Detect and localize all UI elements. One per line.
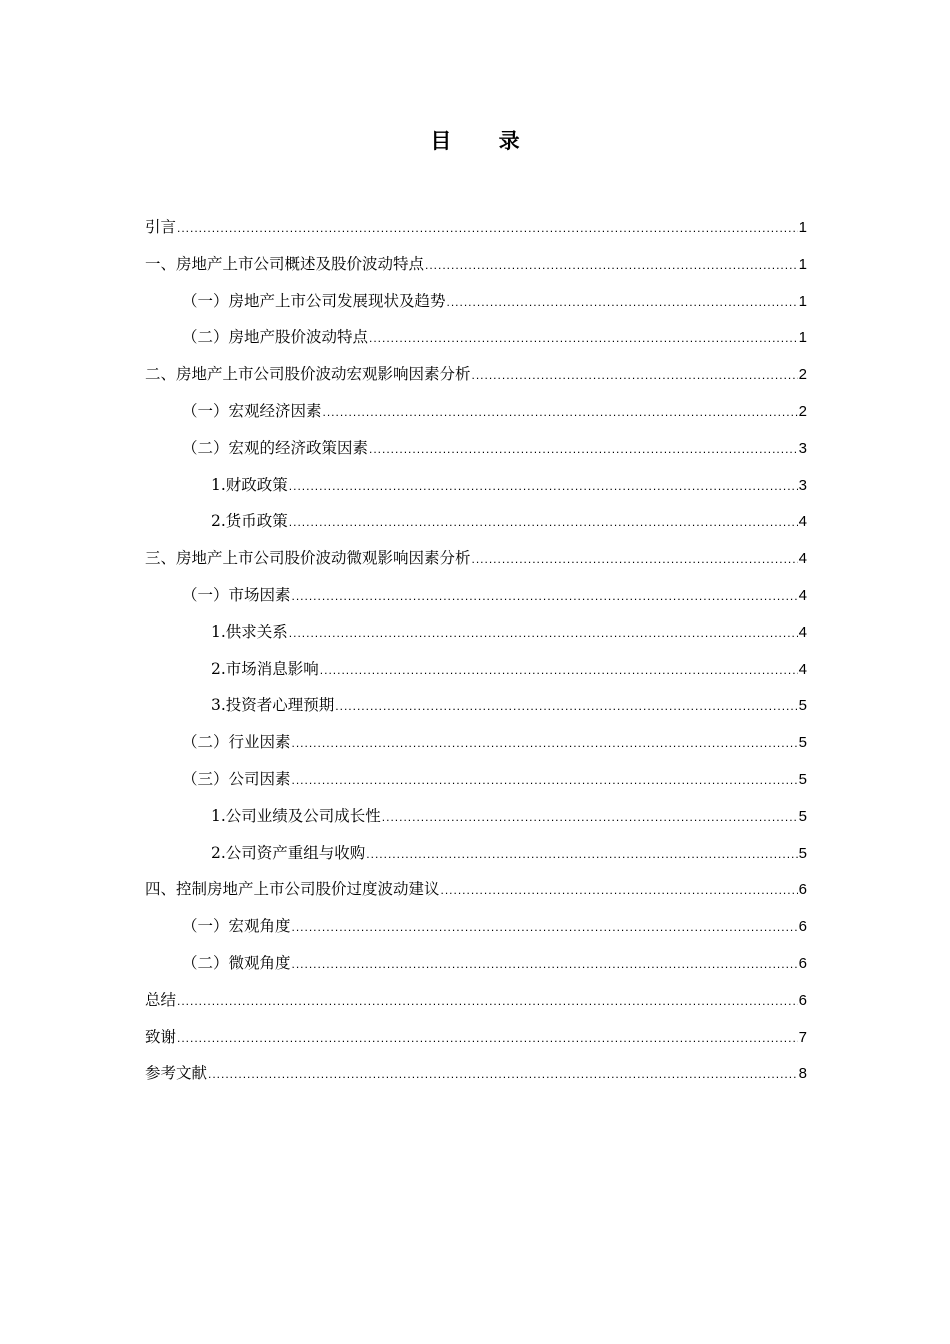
toc-entry-label: 1.公司业绩及公司成长性 <box>211 806 381 825</box>
dot-leader <box>366 838 797 870</box>
dot-leader <box>447 286 798 318</box>
toc-entry-page-number: 2 <box>798 402 807 420</box>
toc-entry-label: 1.财政政策 <box>211 475 288 494</box>
toc-entry-page-number: 6 <box>798 954 807 972</box>
dot-leader <box>292 764 798 796</box>
toc-entry-label: 3.投资者心理预期 <box>211 696 335 715</box>
toc-entry[interactable] <box>145 395 807 432</box>
toc-list <box>145 211 807 1094</box>
toc-entry[interactable] <box>145 1021 807 1058</box>
dot-leader <box>289 617 798 649</box>
toc-entry[interactable] <box>145 505 807 542</box>
toc-title: 目 录 <box>430 128 540 153</box>
toc-entry-label: 1.供求关系 <box>211 622 288 641</box>
toc-entry-label: （二）宏观的经济政策因素 <box>182 438 369 457</box>
toc-entry-label: 一、房地产上市公司概述及股价波动特点 <box>145 254 425 273</box>
toc-entry-page-number: 3 <box>798 476 807 494</box>
dot-leader <box>472 359 798 391</box>
dot-leader <box>292 580 798 612</box>
dot-leader <box>208 1058 798 1090</box>
toc-entry[interactable] <box>145 726 807 763</box>
toc-entry-label: 2.市场消息影响 <box>211 659 319 678</box>
toc-entry[interactable] <box>145 910 807 947</box>
toc-entry-page-number: 3 <box>798 439 807 457</box>
toc-entry-page-number: 1 <box>798 219 807 236</box>
toc-entry-label: （一）房地产上市公司发展现状及趋势 <box>182 291 446 310</box>
toc-entry-page-number: 1 <box>798 255 807 273</box>
toc-entry[interactable] <box>145 873 807 910</box>
toc-entry-page-number: 5 <box>798 734 807 752</box>
toc-entry[interactable] <box>145 469 807 506</box>
toc-entry[interactable] <box>145 321 807 358</box>
toc-entry-label: 总结 <box>145 990 177 1009</box>
toc-entry-page-number: 5 <box>798 770 807 788</box>
dot-leader <box>292 727 798 759</box>
toc-entry-page-number: 5 <box>798 697 807 715</box>
toc-entry-page-number: 4 <box>798 660 807 678</box>
toc-entry[interactable] <box>145 285 807 322</box>
toc-entry[interactable] <box>145 432 807 469</box>
dot-leader <box>177 1022 798 1054</box>
toc-entry-page-number: 1 <box>798 329 807 347</box>
toc-entry-label: （三）公司因素 <box>182 769 291 788</box>
dot-leader <box>177 985 798 1017</box>
dot-leader <box>441 874 798 906</box>
toc-entry[interactable] <box>145 579 807 616</box>
toc-entry[interactable] <box>145 947 807 984</box>
toc-entry-label: 2.公司资产重组与收购 <box>211 843 366 862</box>
dot-leader <box>292 911 798 943</box>
toc-entry-label: 2.货币政策 <box>211 512 288 531</box>
toc-entry-page-number: 6 <box>798 991 807 1009</box>
toc-entry[interactable] <box>145 542 807 579</box>
toc-entry-page-number: 5 <box>798 844 807 862</box>
toc-entry-page-number: 4 <box>798 623 807 641</box>
toc-entry-label: （一）宏观角度 <box>182 917 291 936</box>
toc-entry-page-number: 7 <box>798 1028 807 1046</box>
toc-entry[interactable] <box>145 689 807 726</box>
dot-leader <box>320 654 798 686</box>
toc-entry-page-number: 5 <box>798 807 807 825</box>
toc-entry-label: （一）宏观经济因素 <box>182 401 322 420</box>
toc-entry[interactable] <box>145 211 807 248</box>
toc-entry-label: 四、控制房地产上市公司股价过度波动建议 <box>145 880 440 899</box>
toc-entry-label: （二）房地产股价波动特点 <box>182 328 369 347</box>
dot-leader <box>289 506 798 538</box>
toc-entry[interactable] <box>145 763 807 800</box>
dot-leader <box>335 690 797 722</box>
toc-entry[interactable] <box>145 248 807 285</box>
toc-entry-label: 二、房地产上市公司股价波动宏观影响因素分析 <box>145 365 471 384</box>
toc-entry-page-number: 4 <box>798 513 807 531</box>
toc-entry[interactable] <box>145 616 807 653</box>
dot-leader <box>472 543 798 575</box>
dot-leader <box>425 249 798 281</box>
toc-entry-page-number: 6 <box>798 881 807 899</box>
dot-leader <box>369 322 798 354</box>
dot-leader <box>292 948 798 980</box>
dot-leader <box>382 801 798 833</box>
dot-leader <box>177 212 798 244</box>
toc-entry[interactable] <box>145 358 807 395</box>
toc-entry[interactable] <box>145 653 807 690</box>
dot-leader <box>369 433 798 465</box>
toc-entry-page-number: 4 <box>798 550 807 568</box>
toc-entry-label: 三、房地产上市公司股价波动微观影响因素分析 <box>145 549 471 568</box>
toc-entry-label: （二）微观角度 <box>182 953 291 972</box>
toc-entry[interactable] <box>145 837 807 874</box>
toc-entry-label: 引言 <box>145 218 177 236</box>
toc-entry-label: 参考文献 <box>145 1064 208 1083</box>
toc-entry-page-number: 6 <box>798 918 807 936</box>
toc-entry-page-number: 8 <box>798 1065 807 1083</box>
toc-entry[interactable] <box>145 1057 807 1094</box>
toc-entry-label: （一）市场因素 <box>182 585 291 604</box>
toc-entry-page-number: 1 <box>798 292 807 310</box>
toc-entry[interactable] <box>145 984 807 1021</box>
dot-leader <box>289 470 798 502</box>
toc-entry[interactable] <box>145 800 807 837</box>
toc-entry-page-number: 2 <box>798 366 807 384</box>
dot-leader <box>323 396 798 428</box>
toc-entry-label: 致谢 <box>145 1027 177 1046</box>
toc-entry-page-number: 4 <box>798 586 807 604</box>
toc-entry-label: （二）行业因素 <box>182 733 291 752</box>
